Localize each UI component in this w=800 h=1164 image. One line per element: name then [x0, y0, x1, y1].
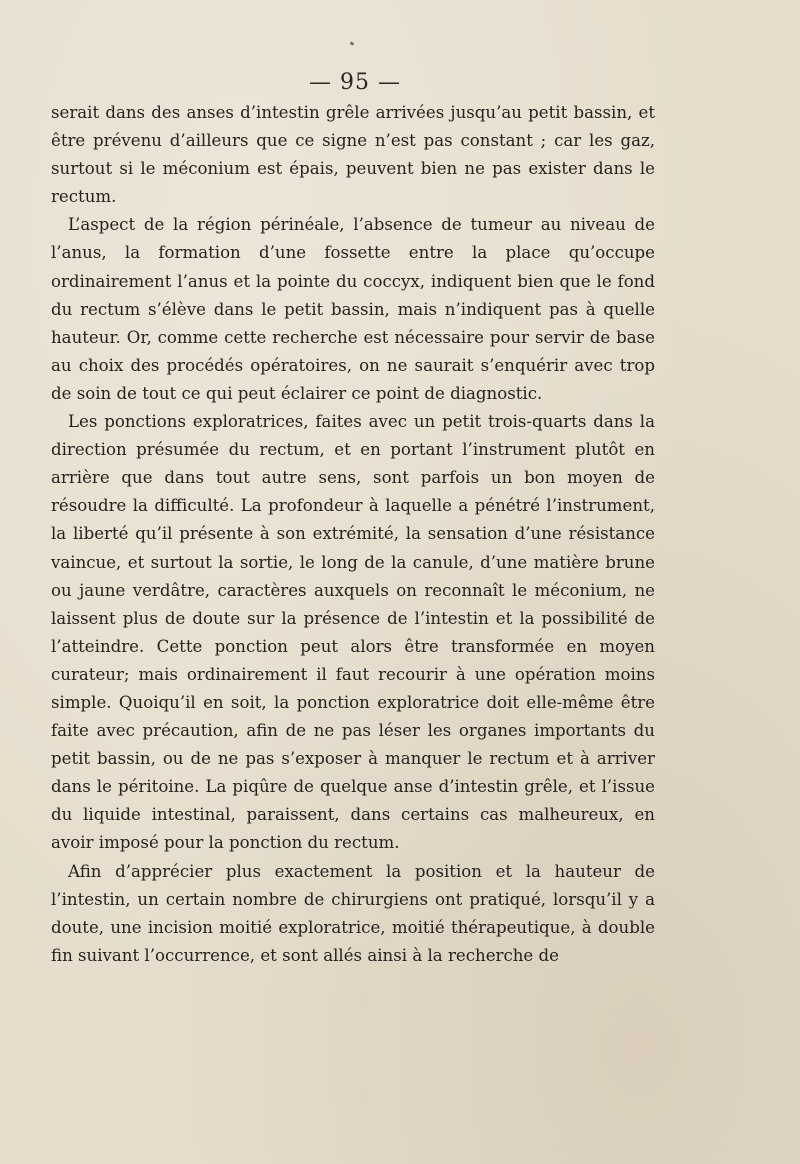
paragraph-continuation: serait dans des anses d’intestin grêle arrivées jusqu’au petit bassin, et être prévenu d’ailleurs que ce signe n’est pas constant ; car les gaz, surtout si le méconium est épais, peuvent bien ne pas exister dans le rectum. [51, 103, 655, 207]
page-number: — 95 — [309, 70, 401, 95]
paragraph-exploratory-punctures: Les ponctions exploratrices, faites avec un petit trois-quarts dans la direction présumée du rectum, et en portant l’instrument plutôt en arrière que dans tout autre sens, sont parfois un bon moyen de résoudre la difficulté. La profondeur à laquelle a pénétré l’instrument, la liberté qu’il présente à son extrémité, la sensation d’une résistance vaincue, et surtout la sortie, le long de la canule, d’une matière brune ou jaune verdâtre, caractères auxquels on reconnaît le méconium, ne laissent plus de doute sur la présence de l’intestin et la possibilité de l’atteindre. Cette ponction peut alors être transformée en moyen curateur; mais ordinairement il faut recourir à une opération moins simple. Quoiqu’il en soit, la ponction exploratrice doit elle-même être faite avec précaution, afin de ne pas léser les organes importants du petit bassin, ou de ne pas s’exposer à manquer le rectum et à arriver dans le péritoine. La piqûre de quelque anse d’intestin grêle, et l’issue du liquide intestinal, paraissent, dans certains cas malheureux, en avoir imposé pour la ponction du rectum. [51, 412, 655, 853]
paragraph-exploratory-incision: Afin d’apprécier plus exactement la position et la hauteur de l’intestin, un certain nombre de chirurgiens ont pratiqué, lorsqu’il y a doute, une incision moitié exploratrice, moitié thérapeutique, à double fin suivant l’occurrence, et sont allés ainsi à la recherche de [51, 861, 655, 965]
body-text [51, 99, 655, 970]
ink-speck [350, 41, 355, 46]
paragraph-perineal-region: L’aspect de la région périnéale, l’absence de tumeur au niveau de l’anus, la formation d’une fossette entre la place qu’occupe ordinairement l’anus et la pointe du coccyx, indiquent bien que le fond du rectum s’élève dans le petit bassin, mais n’indiquent pas à quelle hauteur. Or, comme cette recherche est nécessaire pour servir de base au choix des procédés opératoires, on ne saurait s’enquérir avec trop de soin de tout ce qui peut éclairer ce point de diagnostic. [51, 215, 655, 403]
